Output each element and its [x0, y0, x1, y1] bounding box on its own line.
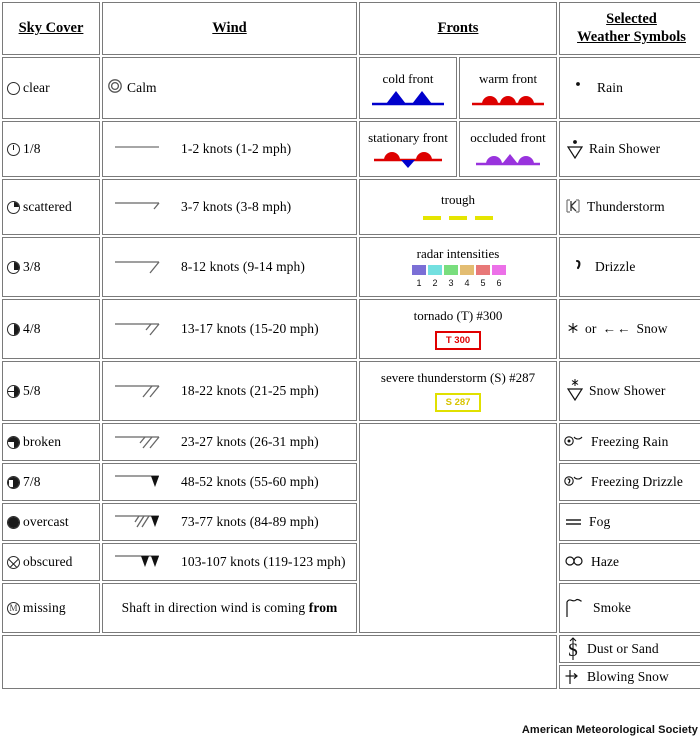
header-weather-symbols: [559, 2, 700, 55]
table-row: [2, 543, 700, 581]
header-sky-cover-text: Sky Cover: [18, 20, 84, 37]
thunderstorm-icon: [564, 198, 582, 216]
sky-cover-three-eighths: [2, 237, 100, 297]
sky-cover-label: 5/8: [23, 383, 41, 399]
table-row: [2, 503, 700, 541]
sky-cover-label: overcast: [23, 514, 69, 530]
svg-text:1: 1: [416, 277, 422, 288]
svg-text:2: 2: [432, 277, 438, 288]
sky-circle-x-icon: [7, 556, 20, 569]
sky-circle-m-icon: M: [7, 602, 20, 615]
front-cold: [359, 57, 457, 119]
weather-thunderstorm: [559, 179, 700, 235]
weather-snow-shower: [559, 361, 700, 421]
radar-intensities-label: radar intensities: [416, 245, 500, 261]
barb-pennant-two-full-half-icon: [107, 509, 177, 536]
freezing-rain-icon: [564, 434, 586, 450]
sky-circle-filled-icon: [7, 516, 20, 529]
barb-one-pennant-icon: [107, 469, 177, 496]
header-weather-line2: Weather Symbols: [577, 29, 686, 46]
calm-double-circle-icon: [107, 78, 123, 99]
barb-two-full-icon: [107, 378, 177, 405]
front-occluded-label: occluded front: [470, 129, 546, 145]
front-occluded: [459, 121, 557, 177]
table-row: [2, 121, 700, 177]
table-row: [2, 299, 700, 359]
wind-label: 13-17 knots (15-20 mph): [181, 321, 319, 337]
blowing-snow-icon: [564, 666, 582, 688]
weather-freezing-drizzle: [559, 463, 700, 501]
sky-circle-three-eighths-icon: [7, 261, 20, 274]
wind-3-7-knots: [102, 179, 357, 235]
bottom-empty-cell: [2, 635, 557, 689]
weather-haze: [559, 543, 700, 581]
cold-front-icon: [368, 90, 448, 106]
wind-direction-note: [102, 583, 357, 633]
front-trough-label: trough: [441, 191, 475, 207]
header-wind-text: Wind: [212, 20, 247, 37]
weather-blowing-snow: [559, 665, 700, 689]
sky-cover-one-eighth: [2, 121, 100, 177]
snow-arrows-icon: ←←: [602, 321, 632, 337]
sky-circle-six-eighths-icon: [7, 436, 20, 449]
front-cold-label: cold front: [382, 70, 434, 86]
sky-cover-five-eighths: [2, 361, 100, 421]
front-trough: [359, 179, 557, 235]
header-wind: [102, 2, 357, 55]
sky-cover-missing: [2, 583, 100, 633]
header-row: [2, 2, 700, 55]
weather-symbol-label: Dust or Sand: [587, 641, 659, 657]
barb-two-full-one-half-icon: [107, 429, 177, 456]
sky-cover-label: 3/8: [23, 259, 41, 275]
wind-label: 18-22 knots (21-25 mph): [181, 383, 319, 399]
wind-13-17-knots: [102, 299, 357, 359]
sky-circle-two-eighths-icon: [7, 201, 20, 214]
front-warm: [459, 57, 557, 119]
sky-cover-label: clear: [23, 80, 50, 96]
barb-one-full-icon: [107, 254, 177, 281]
severe-thunderstorm-tag: S 287: [435, 393, 482, 412]
sky-cover-four-eighths: [2, 299, 100, 359]
table-row: [2, 583, 700, 633]
weather-symbol-label: Rain: [597, 80, 623, 96]
freezing-drizzle-icon: [564, 474, 586, 490]
sky-cover-label: scattered: [23, 199, 72, 215]
wind-1-2-knots: [102, 121, 357, 177]
weather-symbol-label: Smoke: [593, 600, 632, 616]
snow-asterisk-icon: [566, 320, 580, 338]
trough-icon: [420, 213, 496, 223]
tornado-label: tornado (T) #300: [413, 308, 503, 324]
weather-symbol-label: Thunderstorm: [587, 199, 665, 215]
sky-cover-clear: [2, 57, 100, 119]
weather-symbol-label: Freezing Rain: [591, 434, 669, 450]
wind-label: 23-27 knots (26-31 mph): [181, 434, 319, 450]
wind-label: 1-2 knots (1-2 mph): [181, 141, 292, 157]
table-row: [2, 635, 700, 663]
table-row: [2, 361, 700, 421]
wind-note-bold: from: [308, 600, 338, 616]
sky-cover-label: obscured: [23, 554, 73, 570]
footer-credit: American Meteorological Society: [521, 724, 698, 736]
wind-label: Calm: [127, 80, 157, 96]
wind-note-text: Shaft in direction wind is coming: [121, 600, 309, 616]
wind-18-22-knots: [102, 361, 357, 421]
weather-symbol-label: Snow Shower: [589, 383, 666, 399]
weather-fog: [559, 503, 700, 541]
wind-103-107-knots: [102, 543, 357, 581]
header-fronts-text: Fronts: [437, 20, 479, 37]
sky-cover-label: broken: [23, 434, 62, 450]
header-fronts: [359, 2, 557, 55]
weather-symbol-label: Haze: [591, 554, 620, 570]
weather-rain-shower: [559, 121, 700, 177]
wind-label: 48-52 knots (55-60 mph): [181, 474, 319, 490]
table-row: [2, 423, 700, 461]
weather-symbol-label: Snow: [636, 321, 668, 337]
haze-icon: [564, 555, 586, 569]
wind-label: 3-7 knots (3-8 mph): [181, 199, 292, 215]
svg-text:S: S: [567, 640, 579, 662]
drizzle-comma-icon: [570, 256, 586, 278]
table-row: [2, 57, 700, 119]
wind-label: 103-107 knots (119-123 mph): [181, 554, 346, 570]
weather-smoke: [559, 583, 700, 633]
stationary-front-icon: [368, 149, 448, 169]
fog-icon: [564, 515, 584, 529]
radar-intensity-scale-icon: [410, 265, 506, 289]
wind-23-27-knots: [102, 423, 357, 461]
fronts-empty-cell: [359, 423, 557, 633]
weather-snow: [559, 299, 700, 359]
wind-label: 73-77 knots (84-89 mph): [181, 514, 319, 530]
svg-text:6: 6: [496, 277, 502, 288]
weather-symbol-label: Drizzle: [595, 259, 636, 275]
barb-half-icon: [107, 195, 177, 220]
front-severe-thunderstorm: [359, 361, 557, 421]
weather-symbol-label: Freezing Drizzle: [591, 474, 683, 490]
dust-or-sand-icon: [564, 636, 582, 662]
severe-thunderstorm-label: severe thunderstorm (S) #287: [380, 370, 536, 386]
sky-cover-scattered: [2, 179, 100, 235]
warm-front-icon: [468, 90, 548, 106]
smoke-icon: [564, 595, 586, 621]
table-row: [2, 463, 700, 501]
header-sky-cover: [2, 2, 100, 55]
table-row: [2, 237, 700, 297]
svg-text:3: 3: [448, 277, 454, 288]
wind-48-52-knots: [102, 463, 357, 501]
sky-cover-label: 7/8: [23, 474, 41, 490]
front-tornado: [359, 299, 557, 359]
sky-circle-seven-eighths-icon: [7, 476, 20, 489]
front-radar-intensities: [359, 237, 557, 297]
sky-cover-label: 4/8: [23, 321, 41, 337]
snow-or-label: or: [585, 321, 597, 337]
sky-circle-open-icon: [7, 82, 20, 95]
sky-cover-broken: [2, 423, 100, 461]
header-weather-line1: Selected: [606, 11, 657, 27]
table-row: [2, 179, 700, 235]
sky-circle-one-eighth-icon: [7, 143, 20, 156]
weather-symbol-label: Fog: [589, 514, 611, 530]
weather-drizzle: [559, 237, 700, 297]
weather-freezing-rain: [559, 423, 700, 461]
occluded-front-icon: [468, 149, 548, 169]
weather-symbol-label: Rain Shower: [589, 141, 661, 157]
front-warm-label: warm front: [478, 70, 538, 86]
rain-shower-icon: [566, 137, 584, 161]
sky-cover-overcast: [2, 503, 100, 541]
barb-shaft-only-icon: [107, 137, 177, 162]
wind-8-12-knots: [102, 237, 357, 297]
wind-73-77-knots: [102, 503, 357, 541]
sky-circle-four-eighths-icon: [7, 323, 20, 336]
sky-cover-obscured: [2, 543, 100, 581]
barb-one-full-one-half-icon: [107, 316, 177, 343]
weather-rain: [559, 57, 700, 119]
svg-text:5: 5: [480, 277, 486, 288]
rain-dot-icon: [570, 78, 586, 98]
tornado-tag: T 300: [435, 331, 481, 350]
front-stationary-label: stationary front: [368, 129, 448, 145]
barb-two-pennants-icon: [107, 549, 177, 576]
wind-calm: [102, 57, 357, 119]
sky-circle-five-eighths-icon: [7, 385, 20, 398]
wind-label: 8-12 knots (9-14 mph): [181, 259, 305, 275]
weather-dust-or-sand: [559, 635, 700, 663]
front-stationary: [359, 121, 457, 177]
weather-symbol-label: Blowing Snow: [587, 669, 669, 685]
svg-text:4: 4: [464, 277, 470, 288]
snow-shower-icon: [566, 378, 584, 404]
sky-cover-seven-eighths: [2, 463, 100, 501]
sky-cover-label: missing: [23, 600, 66, 616]
sky-cover-label: 1/8: [23, 141, 41, 157]
